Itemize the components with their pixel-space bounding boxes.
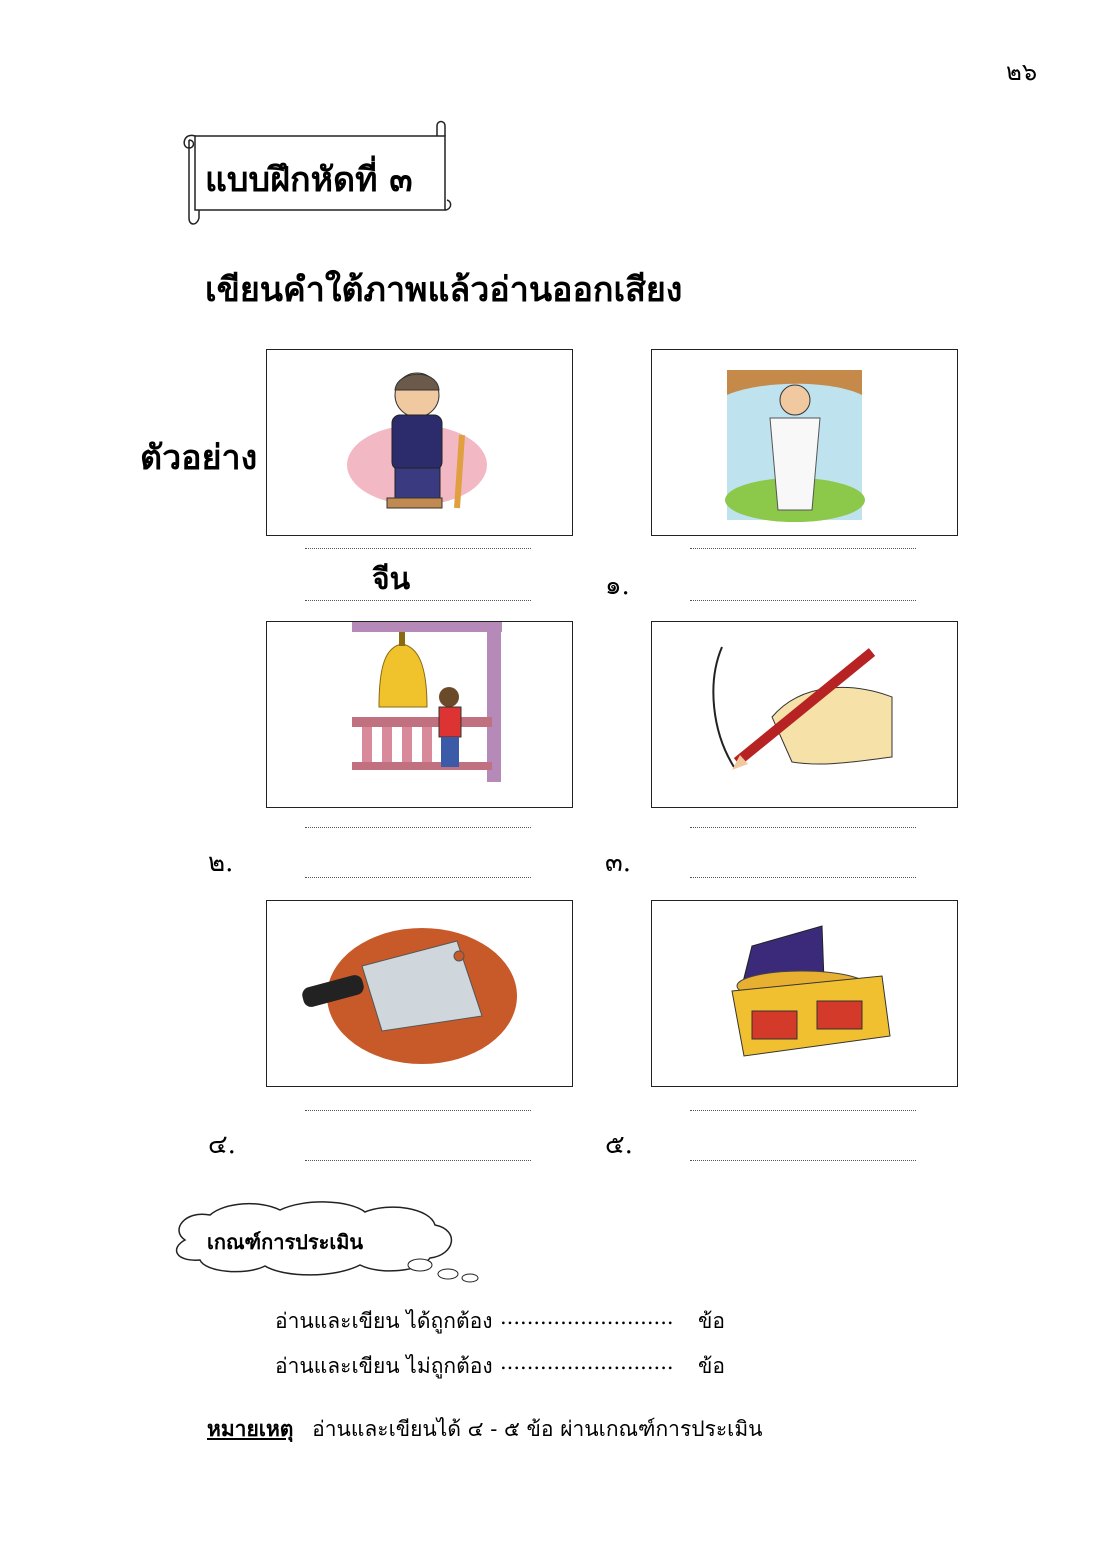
example-picture-frame [266,349,573,536]
answer-line-bottom [305,1160,531,1161]
pencil-hand-icon [652,622,957,807]
answer-line-top [690,1110,916,1111]
instruction-heading: เขียนคำใต้ภาพแล้วอ่านออกเสียง [205,270,683,310]
criteria-correct-blank: .......................... [500,1305,674,1329]
example-answer: จีน [372,562,411,597]
criteria-incorrect-unit: ข้อ [698,1354,725,1378]
picture-frame-4 [266,900,573,1087]
child-in-white-icon [652,350,957,535]
treasure-chest-icon [652,901,957,1086]
criteria-correct-unit: ข้อ [698,1309,725,1333]
answer-line-bottom [305,877,531,878]
answer-line-top [690,548,916,549]
answer-line-top [305,827,531,828]
example-label: ตัวอย่าง [140,438,258,478]
item-number-3: ๓. [605,848,632,878]
picture-frame-3 [651,621,958,808]
picture-frame-1 [651,349,958,536]
item-number-1: ๑. [605,571,630,601]
item-number-2: ๒. [208,848,234,878]
criteria-correct-label: อ่านและเขียน ได้ถูกต้อง [275,1309,493,1333]
answer-line-bottom [305,600,531,601]
item-number-4: ๔. [208,1130,236,1160]
exercise-title: แบบฝึกหัดที่ ๓ [205,160,413,200]
item-number-5: ๕. [605,1130,633,1160]
note [207,1413,763,1446]
picture-frame-5 [651,900,958,1087]
answer-line-bottom [690,1160,916,1161]
criteria-incorrect-label: อ่านและเขียน ไม่ถูกต้อง [275,1354,493,1378]
note-label: หมายเหตุ [207,1416,294,1441]
cleaver-icon [267,901,572,1086]
answer-line-bottom [690,600,916,601]
bell-icon [267,622,572,807]
answer-line-top [305,548,531,549]
criteria-incorrect-blank: .......................... [500,1350,674,1374]
answer-line-top [690,827,916,828]
page-number: ๒๖ [1006,58,1038,86]
answer-line-top [305,1110,531,1111]
answer-line-bottom [690,877,916,878]
picture-frame-2 [266,621,573,808]
old-woman-icon [267,350,572,535]
criteria-title: เกณฑ์การประเมิน [207,1230,364,1254]
note-text: อ่านและเขียนได้ ๔ - ๕ ข้อ ผ่านเกณฑ์การประเมิน [312,1417,763,1441]
